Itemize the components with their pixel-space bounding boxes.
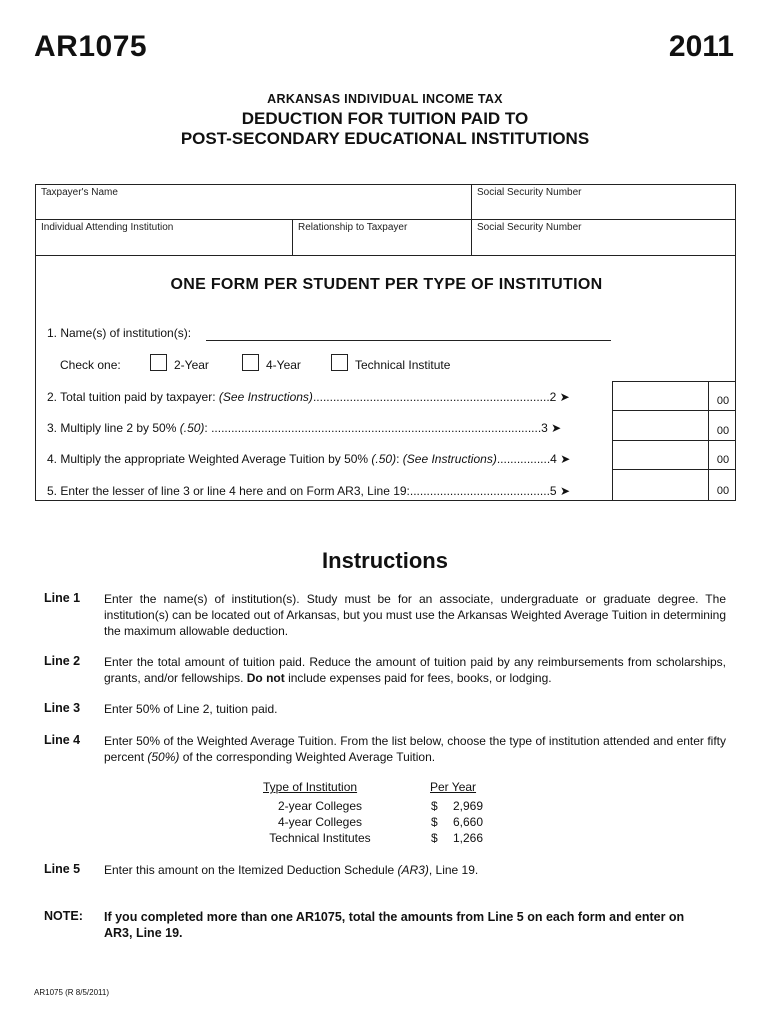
- checkbox-2-year[interactable]: [150, 354, 167, 371]
- line5-amount-field[interactable]: [612, 469, 736, 501]
- form-title-line1: DEDUCTION FOR TUITION PAID TO: [241, 109, 529, 128]
- table-header-type: Type of Institution: [263, 780, 358, 794]
- relationship-field[interactable]: [292, 219, 472, 256]
- ssn-label-1: Social Security Number: [477, 187, 582, 198]
- note-label: NOTE:: [44, 909, 83, 923]
- table-header-per-year: Per Year: [430, 780, 477, 794]
- institution-name-line[interactable]: [206, 340, 611, 341]
- instr-line1-text: Enter the name(s) of institution(s). Study must be for an associate, undergraduate or graduate degree. The institution(s) can be located out of Arkansas, but you must use the Arkansas Weighted Average Tuition in determining the maximum allowable deduction.: [104, 592, 726, 638]
- table-row-type: Technical Institutes: [269, 831, 371, 845]
- ssn-field-1[interactable]: [471, 184, 736, 220]
- table-row-amount: 6,660: [452, 815, 483, 829]
- table-row-amount: 2,969: [452, 799, 483, 813]
- arrow-icon: ➤: [551, 421, 562, 435]
- instr-line3-text: Enter 50% of Line 2, tuition paid.: [104, 702, 278, 716]
- line2-text: 2. Total tuition paid by taxpayer: (See Instructions).......................................................................2 ➤: [47, 390, 570, 404]
- line1-label: 1. Name(s) of institution(s):: [47, 326, 192, 340]
- taxpayer-name-label: Taxpayer's Name: [41, 187, 118, 198]
- instructions-title: Instructions: [322, 548, 448, 573]
- note-text: If you completed more than one AR1075, total the amounts from Line 5 on each form and enter on AR3, Line 19.: [104, 910, 685, 940]
- agency-title: ARKANSAS INDIVIDUAL INCOME TAX: [267, 92, 503, 106]
- line4-text: 4. Multiply the appropriate Weighted Average Tuition by 50% (.50): (See Instructions)................4 ➤: [47, 452, 571, 466]
- table-row-currency: $: [431, 831, 438, 845]
- line5-cents: 00: [716, 485, 730, 497]
- line3-text: 3. Multiply line 2 by 50% (.50): ...................................................................................................3 ➤: [47, 421, 562, 435]
- instr-line4-label: Line 4: [44, 733, 81, 747]
- arrow-icon: ➤: [559, 390, 570, 404]
- form-title-line2: POST-SECONDARY EDUCATIONAL INSTITUTIONS: [180, 129, 590, 148]
- line3-amount-field[interactable]: [612, 410, 736, 441]
- calculation-box: [35, 255, 736, 501]
- instr-line5-text: Enter this amount on the Itemized Deduction Schedule (AR3), Line 19.: [104, 863, 479, 877]
- label-technical: Technical Institute: [355, 358, 451, 372]
- form-id: AR1075: [34, 30, 148, 63]
- ssn-field-2[interactable]: [471, 219, 736, 256]
- relationship-label: Relationship to Taxpayer: [298, 222, 408, 233]
- instr-line1-label: Line 1: [44, 591, 81, 605]
- instr-line4-text: Enter 50% of the Weighted Average Tuition. From the list below, choose the type of institution attended and enter fifty percent (50%) of the corresponding Weighted Average Tuition.: [104, 734, 726, 764]
- table-row-currency: $: [431, 815, 438, 829]
- taxpayer-name-field[interactable]: [35, 184, 472, 220]
- checkbox-technical[interactable]: [331, 354, 348, 371]
- instr-line5-label: Line 5: [44, 862, 81, 876]
- check-one-label: Check one:: [60, 358, 121, 372]
- instr-line3-label: Line 3: [44, 701, 81, 715]
- line4-cents: 00: [716, 454, 730, 466]
- instr-line2-label: Line 2: [44, 654, 81, 668]
- ssn-label-2: Social Security Number: [477, 222, 582, 233]
- line4-amount-field[interactable]: [612, 440, 736, 470]
- line3-cents: 00: [716, 425, 730, 437]
- line5-text: 5. Enter the lesser of line 3 or line 4 here and on Form AR3, Line 19:..........................................5 ➤: [47, 484, 570, 498]
- label-4-year: 4-Year: [266, 358, 301, 372]
- line2-cents: 00: [716, 395, 730, 407]
- form-revision: AR1075 (R 8/5/2011): [34, 988, 110, 997]
- table-row-type: 4-year Colleges: [277, 815, 363, 829]
- line2-amount-field[interactable]: [612, 381, 736, 411]
- one-form-heading: ONE FORM PER STUDENT PER TYPE OF INSTITUTION: [170, 276, 603, 293]
- instr-line2-text: Enter the total amount of tuition paid. Reduce the amount of tuition paid by any reimbursements from scholarships, grants, and/or fellowships. Do not include expenses paid for fees, books, or lodging.: [104, 655, 726, 685]
- individual-field[interactable]: [35, 219, 293, 256]
- arrow-icon: ➤: [560, 452, 571, 466]
- arrow-icon: ➤: [559, 484, 570, 498]
- table-row-type: 2-year Colleges: [277, 799, 363, 813]
- individual-label: Individual Attending Institution: [41, 222, 174, 233]
- checkbox-4-year[interactable]: [242, 354, 259, 371]
- table-row-currency: $: [431, 799, 438, 813]
- label-2-year: 2-Year: [174, 358, 209, 372]
- table-row-amount: 1,266: [452, 831, 483, 845]
- form-year: 2011: [668, 30, 734, 63]
